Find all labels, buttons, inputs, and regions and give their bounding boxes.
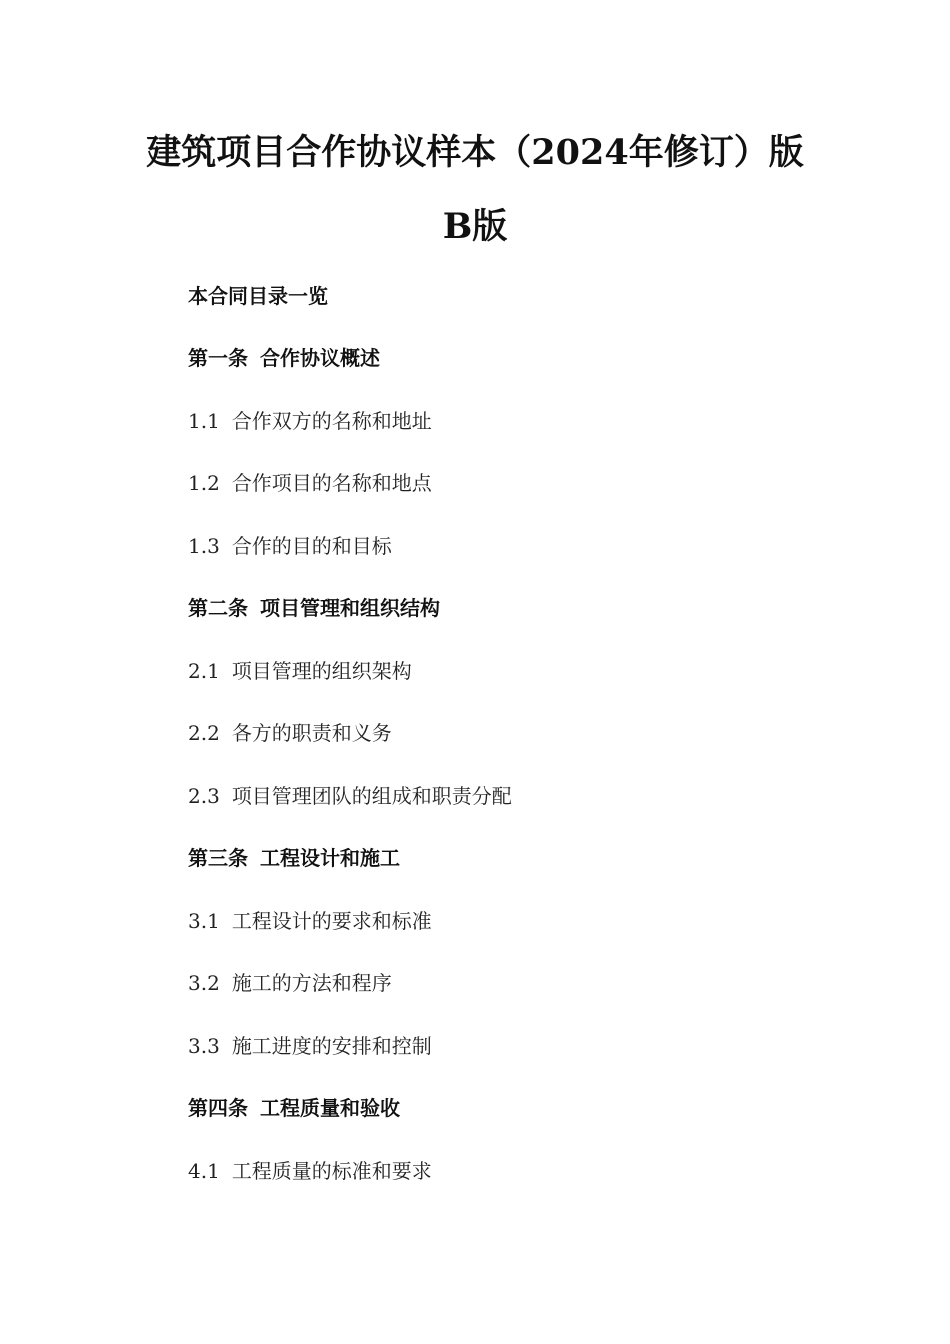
toc-text: 施工的方法和程序 (231, 971, 392, 995)
toc-item-4-1 (188, 1158, 432, 1184)
document-title: 建筑项目合作协议样本（2024年修订）版 (146, 132, 804, 173)
toc-item-1-2 (188, 470, 432, 496)
toc-number: 2.3 (188, 784, 220, 808)
toc-number: 1.1 (188, 409, 220, 433)
toc-text: 工程质量的标准和要求 (231, 1159, 432, 1183)
toc-text: 项目管理团队的组成和职责分配 (231, 784, 512, 808)
toc-text: 各方的职责和义务 (231, 721, 392, 745)
toc-number: 2.1 (188, 659, 220, 683)
toc-number: 1.2 (188, 471, 220, 495)
toc-number: 第一条 (188, 346, 248, 370)
document-title-continued: B版 (442, 206, 508, 247)
toc-item-3-2 (188, 970, 392, 996)
toc-heading-article-4 (188, 1095, 400, 1121)
toc-number: 4.1 (188, 1159, 220, 1183)
toc-heading-article-2 (188, 595, 440, 621)
toc-text: 工程设计和施工 (260, 846, 400, 870)
toc-heading-article-3 (188, 845, 400, 871)
toc-heading-article-1 (188, 345, 380, 371)
toc-item-1-1 (188, 408, 432, 434)
toc-item-3-3 (188, 1033, 432, 1059)
toc-item-3-1 (188, 908, 432, 934)
toc-number: 第二条 (188, 596, 248, 620)
toc-item-2-3 (188, 783, 512, 809)
toc-number: 3.3 (188, 1034, 220, 1058)
toc-number: 第四条 (188, 1096, 248, 1120)
toc-number: 3.1 (188, 909, 220, 933)
toc-number: 1.3 (188, 534, 220, 558)
toc-text: 工程设计的要求和标准 (231, 909, 432, 933)
toc-text: 工程质量和验收 (260, 1096, 400, 1120)
toc-text: 合作双方的名称和地址 (231, 409, 432, 433)
toc-text: 合作项目的名称和地点 (231, 471, 432, 495)
toc-text: 合作的目的和目标 (231, 534, 392, 558)
toc-text: 项目管理的组织架构 (231, 659, 412, 683)
toc-item-1-3 (188, 533, 392, 559)
toc-text: 合作协议概述 (260, 346, 380, 370)
toc-number: 第三条 (188, 846, 248, 870)
toc-text: 施工进度的安排和控制 (231, 1034, 432, 1058)
toc-number: 2.2 (188, 721, 220, 745)
toc-item-2-1 (188, 658, 412, 684)
toc-caption: 本合同目录一览 (188, 284, 328, 308)
toc-number: 3.2 (188, 971, 220, 995)
toc-text: 项目管理和组织结构 (260, 596, 440, 620)
toc-item-2-2 (188, 720, 392, 746)
